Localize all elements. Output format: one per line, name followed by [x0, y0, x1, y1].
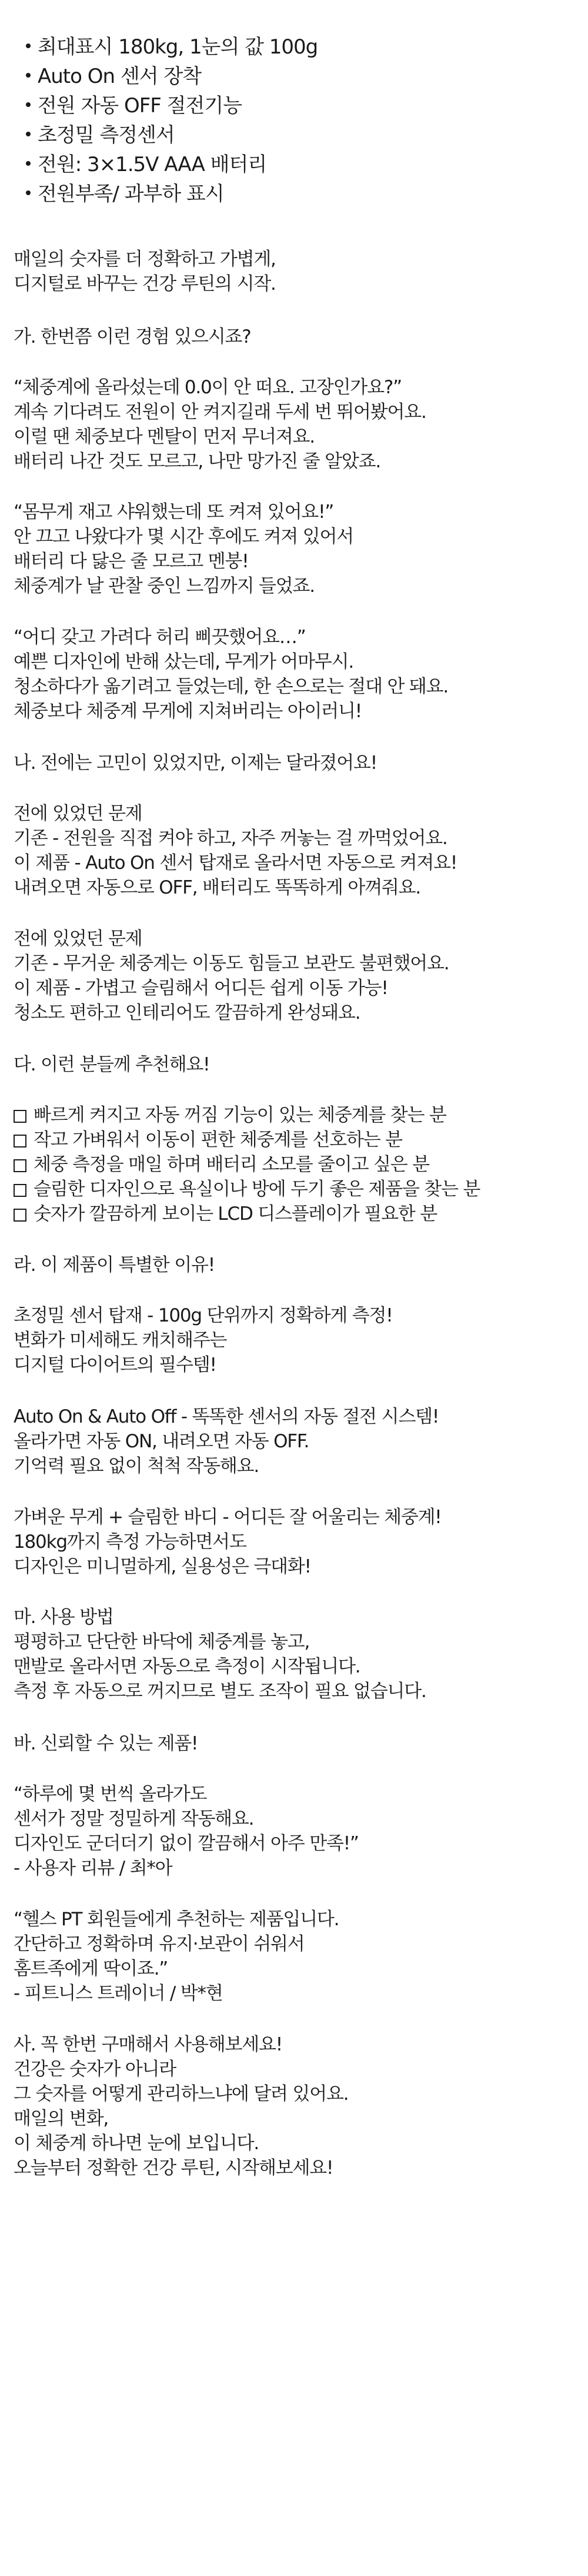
section-da-heading: 다. 이런 분들께 추천해요!	[14, 1054, 210, 1075]
text-line: 센서가 정말 정밀하게 작동해요.	[14, 1808, 254, 1829]
section-sa-heading: 사. 꼭 한번 구매해서 사용해보세요!	[14, 2034, 282, 2055]
text-line: 그 숫자를 어떻게 관리하느냐에 달려 있어요.	[14, 2083, 349, 2105]
list-item: 슬림한 디자인으로 욕실이나 방에 두기 좋은 제품을 찾는 분	[14, 1177, 578, 1202]
bullet-icon	[26, 132, 31, 136]
bullet-icon	[26, 73, 31, 78]
text-line: 디자인은 미니멀하게, 실용성은 극대화!	[14, 1556, 311, 1577]
text-line: 건강은 숫자가 아니라	[14, 2059, 176, 2080]
text-line: 평평하고 단단한 바닥에 체중계를 놓고,	[14, 1631, 310, 1652]
section-ra-heading: 라. 이 제품이 특별한 이유!	[14, 1254, 215, 1276]
text-line: 이 제품 - 가볍고 슬림해서 어디든 쉽게 이동 가능!	[14, 978, 388, 999]
text-line: 맨발로 올라서면 자동으로 측정이 시작됩니다.	[14, 1656, 360, 1677]
text-line: 전에 있었던 문제	[14, 928, 142, 949]
section-ba-heading: 바. 신뢰할 수 있는 제품!	[14, 1733, 198, 1754]
text-line: “체중계에 올라섰는데 0.0이 안 떠요. 고장인가요?”	[14, 377, 402, 398]
reason-3	[14, 1505, 578, 1579]
text-line: 디지털 다이어트의 필수템!	[14, 1354, 216, 1376]
text-line: 이 체중계 하나면 눈에 보입니다.	[14, 2133, 259, 2154]
text-line: 청소도 편하고 인테리어도 깔끔하게 완성돼요.	[14, 1002, 360, 1023]
recommend-list	[14, 1103, 578, 1226]
text-line: 매일의 변화,	[14, 2108, 109, 2129]
text-line: 기억력 필요 없이 척척 작동해요.	[14, 1456, 259, 1477]
review-1	[14, 1782, 578, 1881]
spec-item: 전원: 3×1.5V AAA 배터리	[24, 150, 318, 179]
review-author: - 피트니스 트레이너 / 박*현	[14, 1983, 223, 2004]
review-author: - 사용자 리뷰 / 최*아	[14, 1858, 172, 1879]
text-line: 디지털로 바꾸는 건강 루틴의 시작.	[14, 273, 276, 295]
list-item: 체중 측정을 매일 하며 배터리 소모를 줄이고 싶은 분	[14, 1152, 578, 1177]
text-line: 전에 있었던 문제	[14, 803, 142, 824]
problem-2	[14, 926, 578, 1025]
list-item: 숫자가 깔끔하게 보이는 LCD 디스플레이가 필요한 분	[14, 1202, 578, 1226]
text-line: “하루에 몇 번씩 올라가도	[14, 1784, 207, 1805]
problem-1	[14, 801, 578, 900]
bullet-icon	[26, 44, 31, 48]
list-item: 빠르게 켜지고 자동 꺼짐 기능이 있는 체중계를 찾는 분	[14, 1103, 578, 1128]
spec-item: 초정밀 측정센서	[24, 121, 318, 150]
text-line: 계속 기다려도 전원이 안 켜지길래 두세 번 뛰어봤어요.	[14, 402, 426, 423]
spec-item: 전원 자동 OFF 절전기능	[24, 91, 318, 121]
checkbox-icon	[14, 1159, 26, 1172]
section-sa	[14, 2032, 578, 2180]
text-line: 기존 - 전원을 직접 켜야 하고, 자주 꺼놓는 걸 까먹었어요.	[14, 828, 447, 849]
text-line: 체중보다 체중계 무게에 지쳐버리는 아이러니!	[14, 701, 362, 722]
checkbox-icon	[14, 1184, 26, 1197]
review-2	[14, 1907, 578, 2006]
text-line: 초정밀 센서 탑재 - 100g 단위까지 정확하게 측정!	[14, 1305, 393, 1326]
checkbox-icon	[14, 1209, 26, 1222]
text-line: 내려오면 자동으로 OFF, 배터리도 똑똑하게 아껴줘요.	[14, 877, 420, 898]
text-line: 이럴 땐 체중보다 멘탈이 먼저 무너져요.	[14, 426, 315, 447]
text-line: 변화가 미세해도 캐치해주는	[14, 1330, 227, 1351]
text-line: 매일의 숫자를 더 정확하고 가볍게,	[14, 249, 276, 270]
text-line: 이 제품 - Auto On 센서 탑재로 올라서면 자동으로 켜져요!	[14, 852, 457, 874]
spec-item: Auto On 센서 장착	[24, 62, 318, 91]
checkbox-icon	[14, 1110, 26, 1123]
text-line: 오늘부터 정확한 건강 루틴, 시작해보세요!	[14, 2157, 333, 2179]
checkbox-icon	[14, 1135, 26, 1148]
text-line: “어디 갖고 가려다 허리 삐끗했어요…”	[14, 627, 306, 648]
list-item: 작고 가벼워서 이동이 편한 체중계를 선호하는 분	[14, 1128, 578, 1152]
spec-item: 전원부족/ 과부하 표시	[24, 179, 318, 209]
text-line: “헬스 PT 회원들에게 추천하는 제품입니다.	[14, 1909, 339, 1930]
spec-item: 최대표시 180kg, 1눈의 값 100g	[24, 32, 318, 62]
story-1	[14, 375, 578, 474]
text-line: 홈트족에게 딱이죠.”	[14, 1958, 168, 1979]
spec-list	[24, 32, 318, 209]
story-3	[14, 625, 578, 724]
text-line: 간단하고 정확하며 유지·보관이 쉬워서	[14, 1933, 305, 1955]
text-line: 체중계가 날 관찰 중인 느낌까지 들었죠.	[14, 576, 315, 597]
text-line: 올라가면 자동 ON, 내려오면 자동 OFF.	[14, 1431, 309, 1452]
text-line: 배터리 나간 것도 모르고, 나만 망가진 줄 알았죠.	[14, 451, 381, 472]
reason-2	[14, 1404, 578, 1478]
text-line: 청소하다가 옮기려고 들었는데, 한 손으로는 절대 안 돼요.	[14, 676, 449, 697]
text-line: 디자인도 군더더기 없이 깔끔해서 아주 만족!”	[14, 1833, 359, 1854]
text-line: Auto On & Auto Off - 똑똑한 센서의 자동 절전 시스템!	[14, 1406, 439, 1427]
intro-text	[14, 247, 578, 296]
bullet-icon	[26, 161, 31, 166]
section-ma-heading: 마. 사용 방법	[14, 1607, 113, 1628]
text-line: 예쁜 디자인에 반해 샀는데, 무게가 어마무시.	[14, 651, 354, 673]
text-line: 기존 - 무거운 체중계는 이동도 힘들고 보관도 불편했어요.	[14, 953, 449, 974]
text-line: “몸무게 재고 샤워했는데 또 켜져 있어요!”	[14, 501, 334, 523]
reason-1	[14, 1303, 578, 1377]
text-line: 가벼운 무게 + 슬림한 바디 - 어디든 잘 어울리는 체중계!	[14, 1507, 442, 1528]
story-2	[14, 500, 578, 598]
section-na-heading: 나. 전에는 고민이 있었지만, 이제는 달라졌어요!	[14, 752, 377, 774]
text-line: 배터리 다 닳은 줄 모르고 멘붕!	[14, 551, 249, 572]
text-line: 180kg까지 측정 가능하면서도	[14, 1531, 246, 1553]
section-ma	[14, 1605, 578, 1704]
text-line: 안 끄고 나왔다가 몇 시간 후에도 켜져 있어서	[14, 526, 354, 547]
text-line: 측정 후 자동으로 꺼지므로 별도 조작이 필요 없습니다.	[14, 1681, 426, 1702]
bullet-icon	[26, 102, 31, 107]
bullet-icon	[26, 190, 31, 195]
section-ga-heading: 가. 한번쯤 이런 경험 있으시죠?	[14, 326, 251, 347]
